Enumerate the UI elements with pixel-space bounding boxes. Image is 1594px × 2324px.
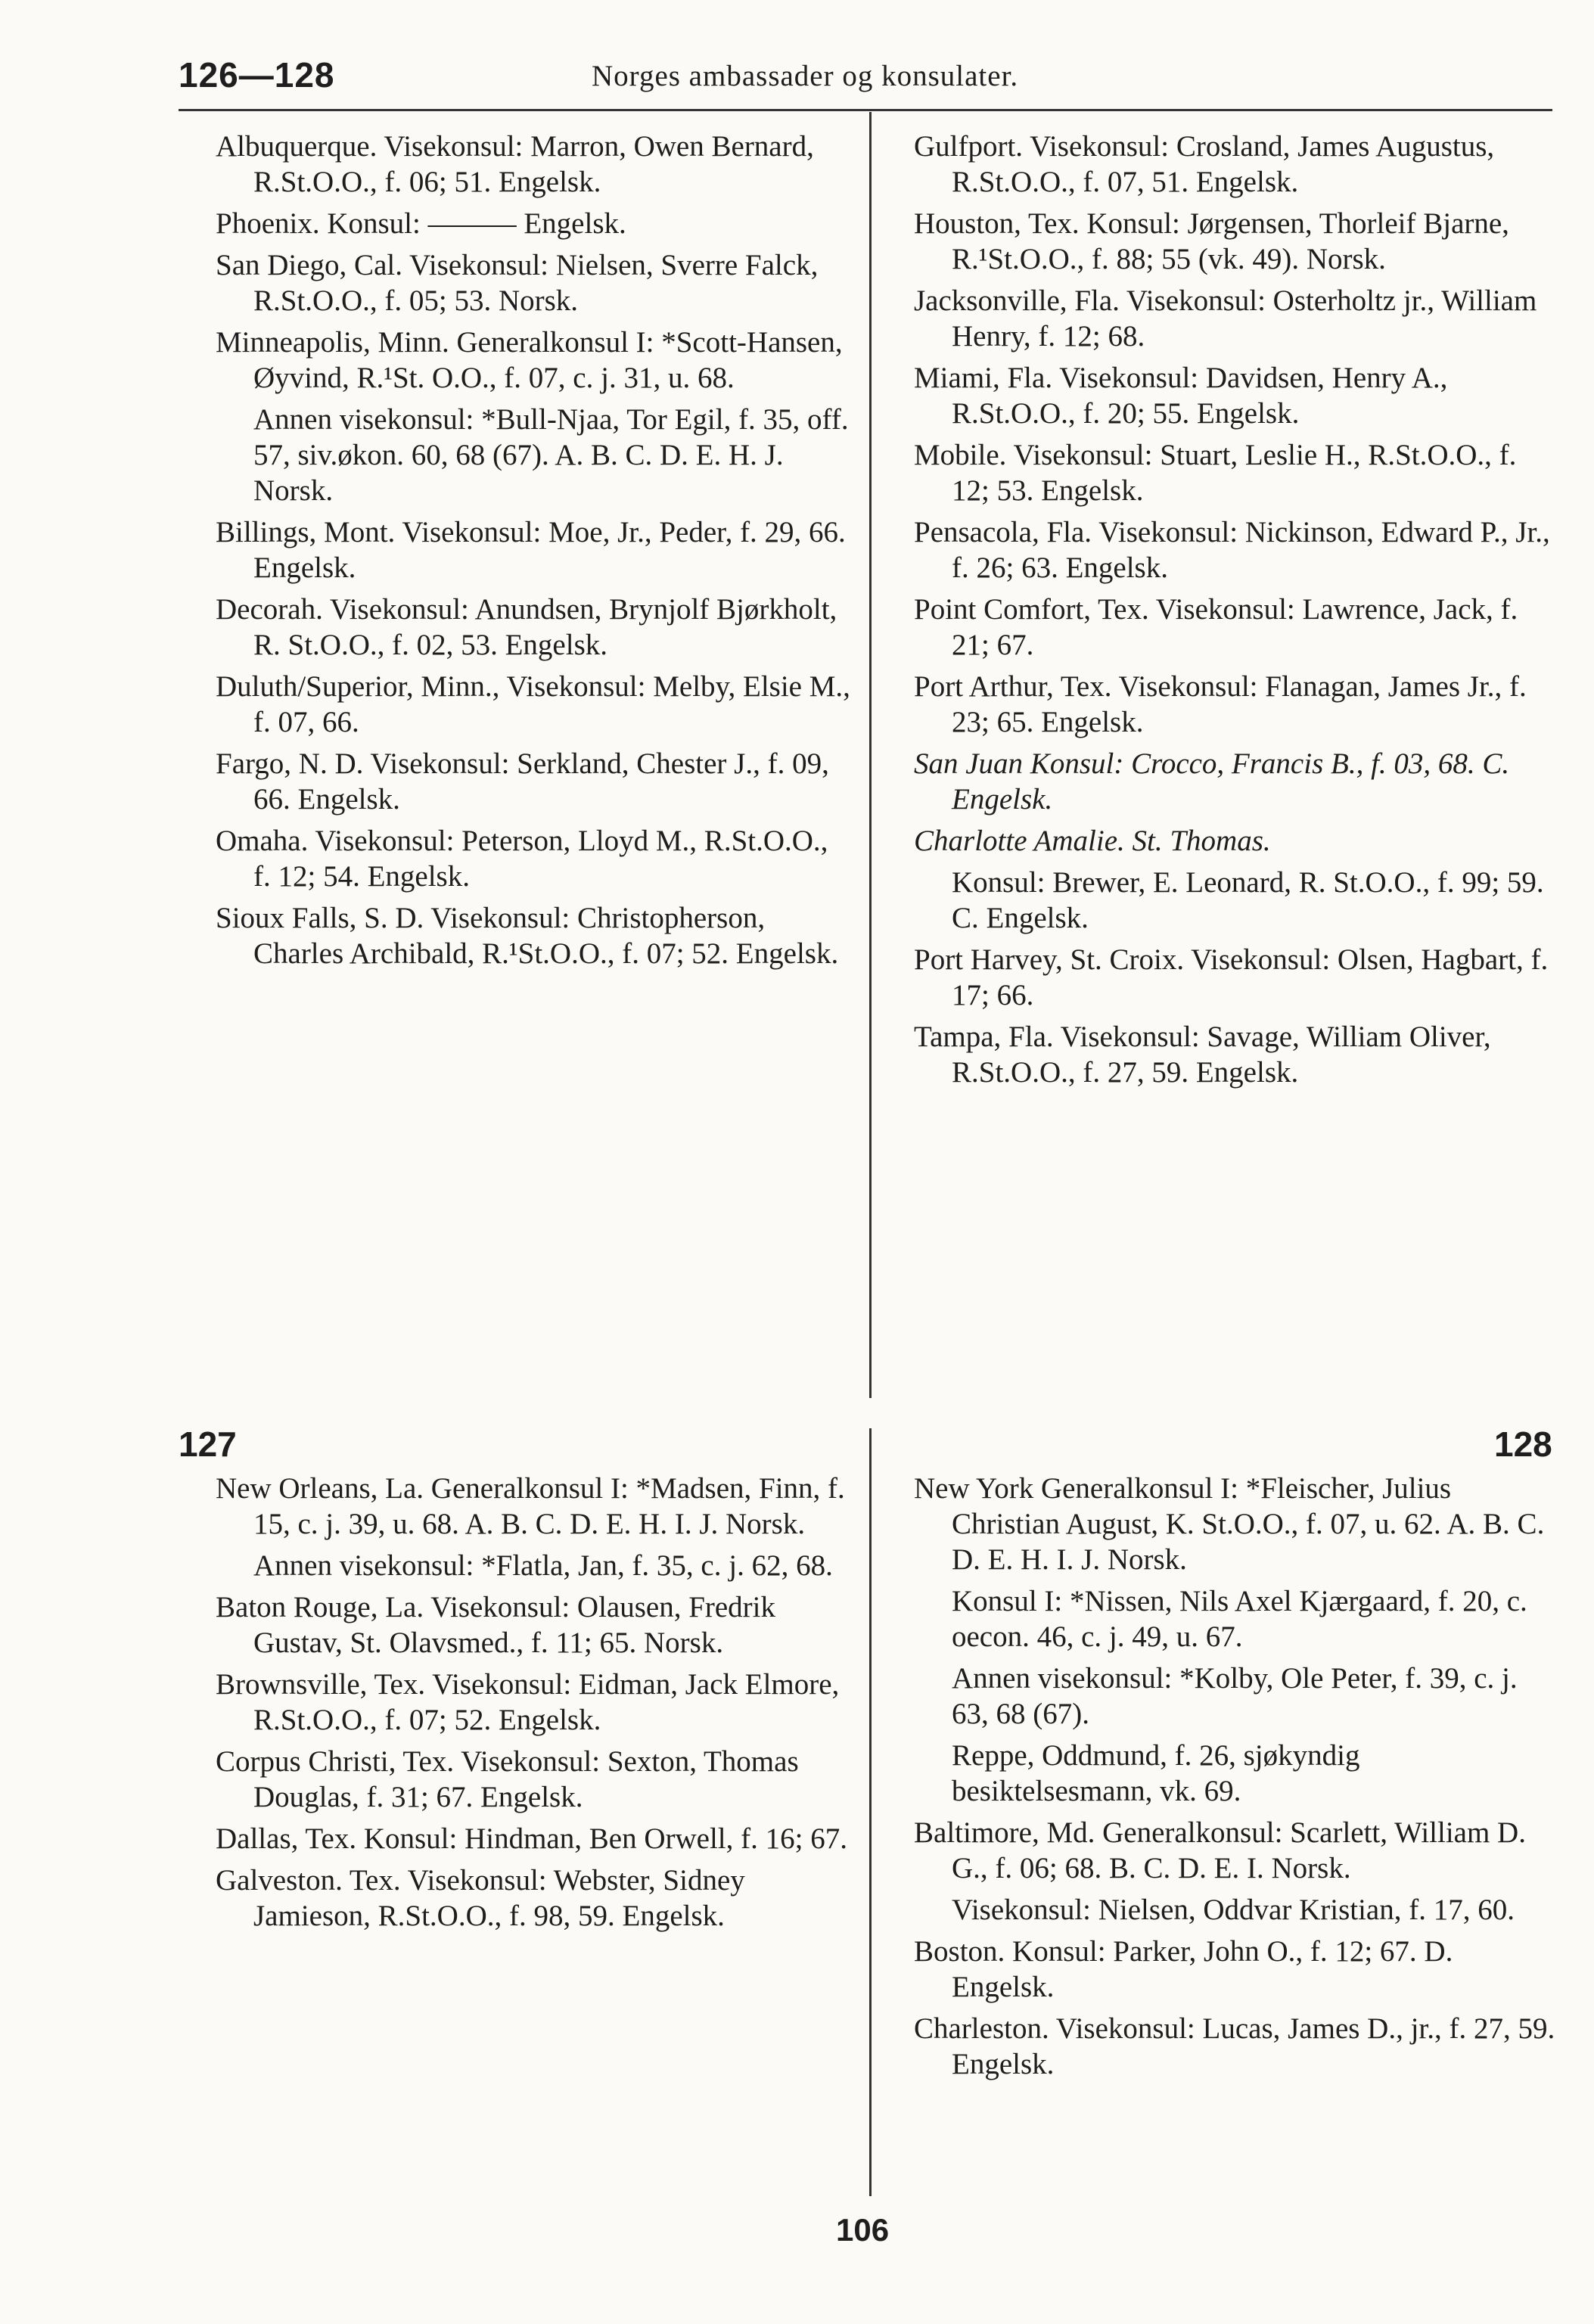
entry-new-orleans-vicekonsul: Annen visekonsul: *Flatla, Jan, f. 35, c. j. 62, 68. [253, 1549, 833, 1582]
entry-galveston: Galveston. Tex. Visekonsul: Webster, Sidney Jamieson, R.St.O.O., f. 98, 59. Engelsk. [216, 1864, 745, 1932]
page-range: 126—128 [179, 55, 335, 95]
page-number-127: 127 [179, 1425, 237, 1464]
entry-new-york-konsul: Konsul I: *Nissen, Nils Axel Kjærgaard, f. 20, c. oecon. 46, c. j. 49, u. 67. [952, 1585, 1527, 1653]
entry-jacksonville: Jacksonville, Fla. Visekonsul: Osterholtz jr., William Henry, f. 12; 68. [914, 284, 1537, 353]
entry-minneapolis-vicekonsul: Annen visekonsul: *Bull-Njaa, Tor Egil, f. 35, off. 57, siv.økon. 60, 68 (67). A. B. C. D. E. H. J. Norsk. [253, 403, 849, 507]
entry-new-york: New York Generalkonsul I: *Fleischer, Julius Christian August, K. St.O.O., f. 07, u. 62. A. B. C. D. E. H. I. J. Norsk. [914, 1472, 1545, 1576]
top-right-column [914, 129, 1557, 1096]
page-number-128: 128 [1494, 1425, 1552, 1464]
entry-decorah: Decorah. Visekonsul: Anundsen, Brynjolf Bjørkholt, R. St.O.O., f. 02, 53. Engelsk. [216, 593, 837, 661]
entry-san-diego: San Diego, Cal. Visekonsul: Nielsen, Sverre Falck, R.St.O.O., f. 05; 53. Norsk. [216, 249, 819, 317]
entry-charlotte-amalie: Charlotte Amalie. St. Thomas. [914, 825, 1271, 857]
entry-baton-rouge: Baton Rouge, La. Visekonsul: Olausen, Fredrik Gustav, St. Olavsmed., f. 11; 65. Norsk. [216, 1591, 776, 1659]
entry-tampa: Tampa, Fla. Visekonsul: Savage, William Oliver, R.St.O.O., f. 27, 59. Engelsk. [914, 1021, 1491, 1089]
entry-new-york-reppe: Reppe, Oddmund, f. 26, sjøkyndig besiktelsesmann, vk. 69. [952, 1739, 1360, 1807]
entry-dallas: Dallas, Tex. Konsul: Hindman, Ben Orwell, f. 16; 67. [216, 1822, 847, 1855]
column-divider-bottom [869, 1428, 872, 2196]
column-divider-top [869, 112, 872, 1398]
entry-brownsville: Brownsville, Tex. Visekonsul: Eidman, Jack Elmore, R.St.O.O., f. 07; 52. Engelsk. [216, 1668, 840, 1736]
page-header [179, 54, 1540, 107]
entry-miami: Miami, Fla. Visekonsul: Davidsen, Henry A., R.St.O.O., f. 20; 55. Engelsk. [914, 362, 1448, 430]
entry-billings: Billings, Mont. Visekonsul: Moe, Jr., Peder, f. 29, 66. Engelsk. [216, 516, 846, 584]
running-title: Norges ambassader og konsulater. [592, 60, 1019, 92]
entry-port-harvey: Port Harvey, St. Croix. Visekonsul: Olsen, Hagbart, f. 17; 66. [914, 943, 1549, 1011]
entry-albuquerque: Albuquerque. Visekonsul: Marron, Owen Bernard, R.St.O.O., f. 06; 51. Engelsk. [216, 130, 814, 198]
entry-fargo: Fargo, N. D. Visekonsul: Serkland, Chester J., f. 09, 66. Engelsk. [216, 747, 829, 816]
header-rule [179, 109, 1552, 111]
entry-baltimore-visekonsul: Visekonsul: Nielsen, Oddvar Kristian, f. 17, 60. [952, 1894, 1515, 1926]
entry-gulfport: Gulfport. Visekonsul: Crosland, James Augustus, R.St.O.O., f. 07, 51. Engelsk. [914, 130, 1495, 198]
entry-sioux-falls: Sioux Falls, S. D. Visekonsul: Christopherson, Charles Archibald, R.¹St.O.O., f. 07; 52. Engelsk. [216, 902, 839, 970]
entry-boston: Boston. Konsul: Parker, John O., f. 12; 67. D. Engelsk. [914, 1935, 1453, 2003]
entry-omaha: Omaha. Visekonsul: Peterson, Lloyd M., R.St.O.O., f. 12; 54. Engelsk. [216, 825, 828, 893]
bottom-right-column [914, 1471, 1557, 2088]
footer-page-number: 106 [836, 2212, 890, 2248]
entry-new-york-vicekonsul: Annen visekonsul: *Kolby, Ole Peter, f. 39, c. j. 63, 68 (67). [952, 1662, 1518, 1730]
entry-corpus-christi: Corpus Christi, Tex. Visekonsul: Sexton, Thomas Douglas, f. 31; 67. Engelsk. [216, 1745, 799, 1813]
bottom-left-column [216, 1471, 851, 1940]
entry-charleston: Charleston. Visekonsul: Lucas, James D., jr., f. 27, 59. Engelsk. [914, 2012, 1555, 2080]
entry-port-arthur: Port Arthur, Tex. Visekonsul: Flanagan, James Jr., f. 23; 65. Engelsk. [914, 670, 1527, 738]
entry-mobile: Mobile. Visekonsul: Stuart, Leslie H., R.St.O.O., f. 12; 53. Engelsk. [914, 439, 1517, 507]
entry-houston: Houston, Tex. Konsul: Jørgensen, Thorleif Bjarne, R.¹St.O.O., f. 88; 55 (vk. 49). Norsk. [914, 207, 1509, 275]
entry-point-comfort: Point Comfort, Tex. Visekonsul: Lawrence, Jack, f. 21; 67. [914, 593, 1518, 661]
top-left-column [216, 129, 851, 977]
entry-phoenix: Phoenix. Konsul: ——— Engelsk. [216, 207, 626, 240]
entry-st-thomas-konsul: Konsul: Brewer, E. Leonard, R. St.O.O., f. 99; 59. C. Engelsk. [952, 866, 1544, 934]
entry-new-orleans: New Orleans, La. Generalkonsul I: *Madsen, Finn, f. 15, c. j. 39, u. 68. A. B. C. D. E. H. I. J. Norsk. [216, 1472, 845, 1540]
entry-san-juan: San Juan Konsul: Crocco, Francis B., f. 03, 68. C. Engelsk. [914, 747, 1510, 816]
entry-baltimore: Baltimore, Md. Generalkonsul: Scarlett, William D. G., f. 06; 68. B. C. D. E. I. Norsk. [914, 1816, 1526, 1884]
entry-duluth: Duluth/Superior, Minn., Visekonsul: Melby, Elsie M., f. 07, 66. [216, 670, 850, 738]
entry-pensacola: Pensacola, Fla. Visekonsul: Nickinson, Edward P., Jr., f. 26; 63. Engelsk. [914, 516, 1550, 584]
entry-minneapolis: Minneapolis, Minn. Generalkonsul I: *Scott-Hansen, Øyvind, R.¹St. O.O., f. 07, c. j. 31, u. 68. [216, 326, 843, 394]
